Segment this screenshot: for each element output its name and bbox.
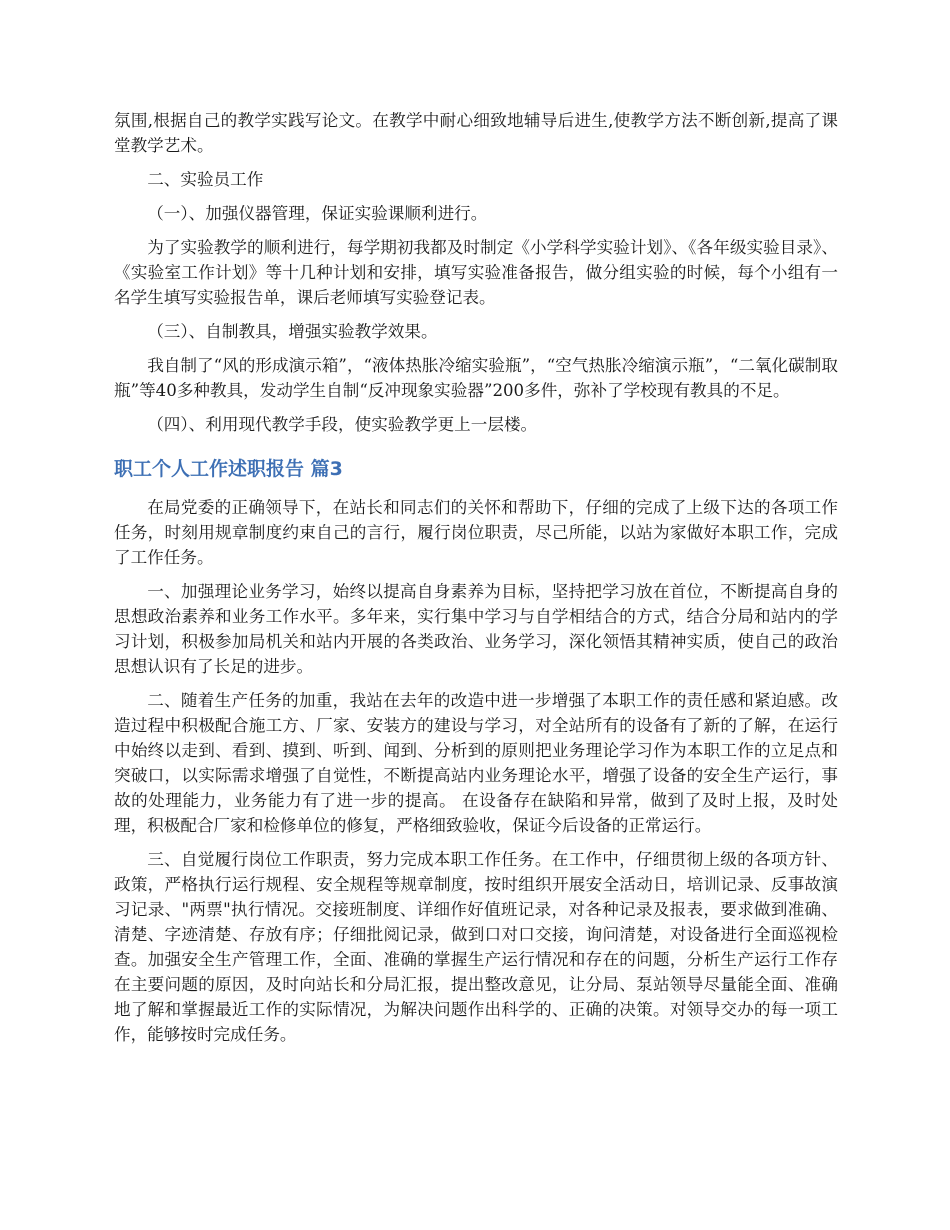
subsection-heading-4: （四）、利用现代教学手段，使实验教学更上一层楼。	[147, 415, 538, 434]
paragraph-production: 二、随着生产任务的加重，我站在去年的改造中进一步增强了本职工作的责任感和紧迫感。改造过程中积极配合施工方、厂家、安装方的建设与学习，对全站所有的设备有了新的了解，在运行中始终以走到、看到、摸到、听到、闻到、分析到的原则把业务理论学习作为本职工作的立足点和突破口，以实际需求增强了自觉性，不断提高站内业务理论水平，增强了设备的安全生产运行，事故的处理能力，业务能力有了进一步的提高。 在设备存在缺陷和异常，做到了及时上报，及时处理，积极配合厂家和检修单位的修复，严格细致验收，保证今后设备的正常运行。	[114, 691, 838, 835]
document-page	[114, 108, 838, 1056]
subsection-heading-1: （一）、加强仪器管理，保证实验课顺利进行。	[147, 204, 488, 223]
paragraph-continued: 氛围,根据自己的教学实践写论文。在教学中耐心细致地辅导后进生,使教学方法不断创新,提高了课堂教学艺术。	[114, 111, 838, 155]
paragraph-teaching-aids: 我自制了“风的形成演示箱”，“液体热胀冷缩实验瓶”，“空气热胀冷缩演示瓶”，“二氧化碳制取瓶”等40多种教具，发动学生自制“反冲现象实验器”200多件，弥补了学校现有教具的不足。	[114, 356, 838, 400]
paragraph-lab-plan: 为了实验教学的顺利进行，每学期初我都及时制定《小学科学实验计划》、《各年级实验目录》、《实验室工作计划》等十几种计划和安排，填写实验准备报告，做分组实验的时候，每个小组有一名学生填写实验报告单，课后老师填写实验登记表。	[114, 238, 838, 307]
article-heading: 职工个人工作述职报告 篇3	[114, 458, 343, 480]
paragraph-duties: 三、自觉履行岗位工作职责，努力完成本职工作任务。在工作中，仔细贯彻上级的各项方针、政策，严格执行运行规程、安全规程等规章制度，按时组织开展安全活动日，培训记录、反事故演习记录、"两票"执行情况。交接班制度、详细作好值班记录，对各种记录及报表，要求做到准确、清楚、字迹清楚、存放有序；仔细批阅记录，做到口对口交接，询问清楚，对设备进行全面巡视检查。加强安全生产管理工作，全面、准确的掌握生产运行情况和存在的问题，分析生产运行工作存在主要问题的原因，及时向站长和分局汇报，提出整改意见，让分局、泵站领导尽量能全面、准确地了解和掌握最近工作的实际情况，为解决问题作出科学的、正确的决策。对领导交办的每一项工作，能够按时完成任务。	[114, 850, 838, 1044]
paragraph-intro: 在局党委的正确领导下，在站长和同志们的关怀和帮助下，仔细的完成了上级下达的各项工作任务，时刻用规章制度约束自己的言行，履行岗位职责，尽己所能，以站为家做好本职工作，完成了工作任务。	[114, 498, 838, 567]
section-heading-lab-work: 二、实验员工作	[147, 170, 264, 189]
subsection-heading-3: （三）、自制教具，增强实验教学效果。	[147, 322, 438, 341]
paragraph-study: 一、加强理论业务学习，始终以提高自身素养为目标，坚持把学习放在首位，不断提高自身的思想政治素养和业务工作水平。多年来，实行集中学习与自学相结合的方式，结合分局和站内的学习计划，积极参加局机关和站内开展的各类政治、业务学习，深化领悟其精神实质，使自己的政治思想认识有了长足的进步。	[114, 582, 838, 676]
